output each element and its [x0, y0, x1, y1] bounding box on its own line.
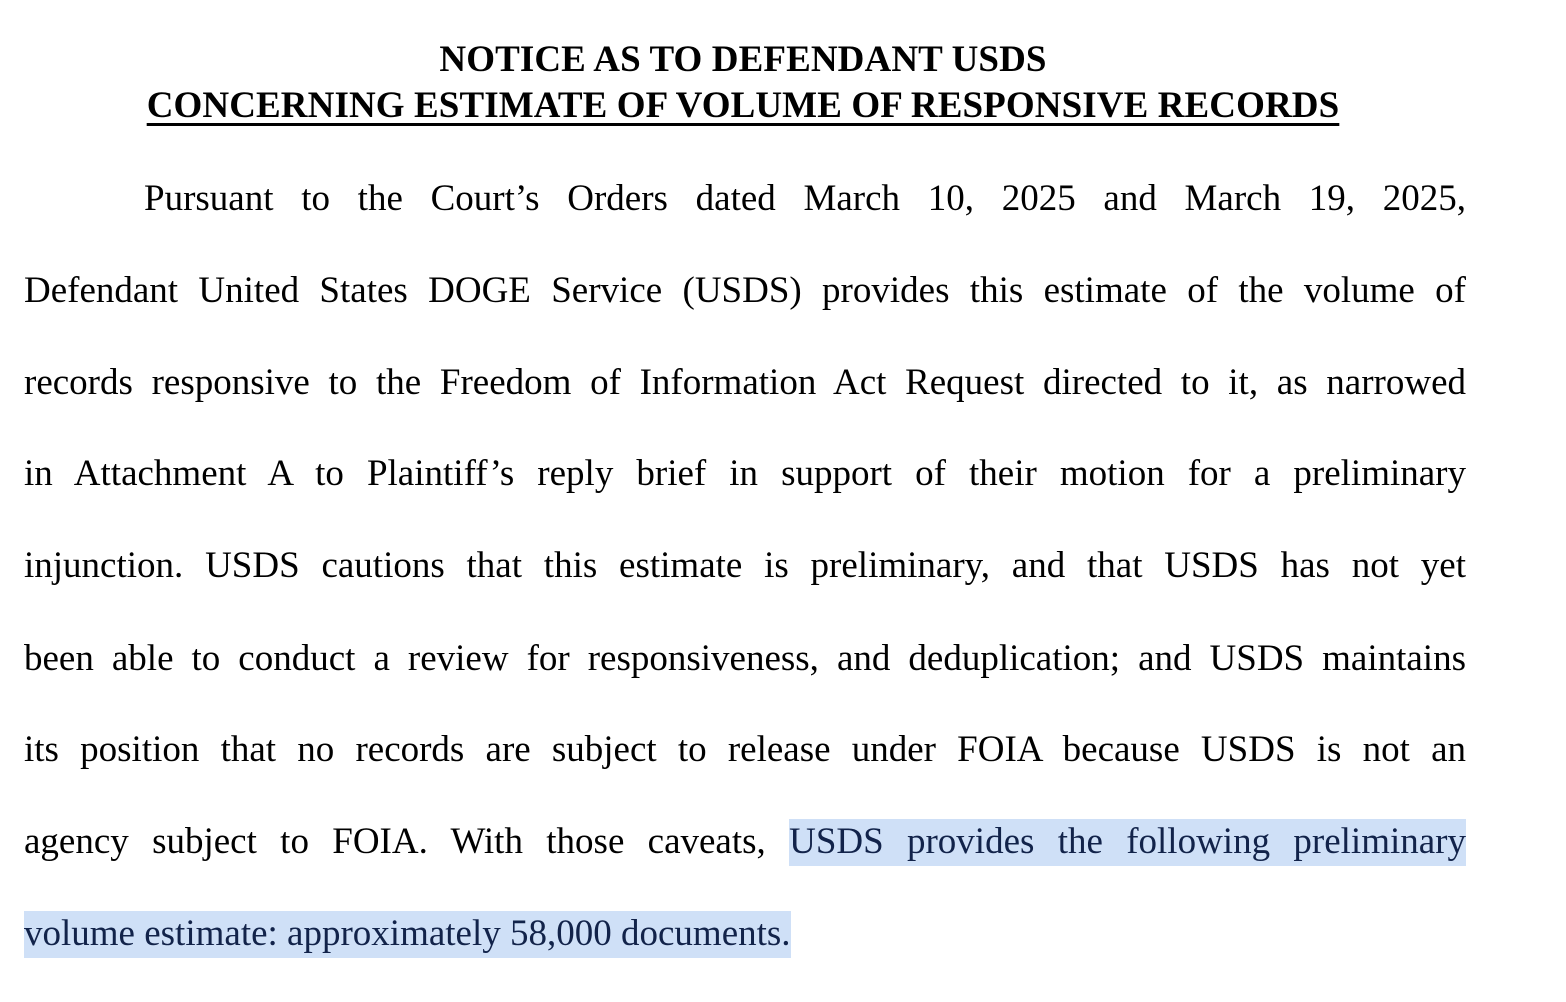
notice-title: NOTICE AS TO DEFENDANT USDS [439, 39, 1047, 80]
highlighted-text-1[interactable]: USDS provides the following preliminary [789, 819, 1466, 866]
body-line-2: Defendant United States DOGE Service (USDS) provides this estimate of the volume of [24, 270, 1466, 311]
notice-subtitle-text: CONCERNING ESTIMATE OF VOLUME OF RESPONSIVE RECORDS [146, 85, 1340, 126]
body-line-7: its position that no records are subject to release under FOIA because USDS is not an [24, 729, 1466, 770]
body-line-4: in Attachment A to Plaintiff’s reply brief in support of their motion for a preliminary [24, 453, 1466, 494]
body-line-1: Pursuant to the Court’s Orders dated March 10, 2025 and March 19, 2025, [144, 178, 1466, 219]
body-line-8-plain: agency subject to FOIA. With those caveats, [24, 821, 790, 862]
highlighted-text-2[interactable]: volume estimate: approximately 58,000 documents. [24, 911, 791, 958]
body-line-5: injunction. USDS cautions that this estimate is preliminary, and that USDS has not yet [24, 545, 1466, 586]
body-line-6: been able to conduct a review for responsiveness, and deduplication; and USDS maintains [24, 638, 1466, 679]
notice-subtitle [0, 83, 1486, 129]
body-line-8 [24, 819, 1466, 865]
body-line-9 [24, 911, 1466, 957]
body-line-3: records responsive to the Freedom of Information Act Request directed to it, as narrowed [24, 362, 1466, 403]
